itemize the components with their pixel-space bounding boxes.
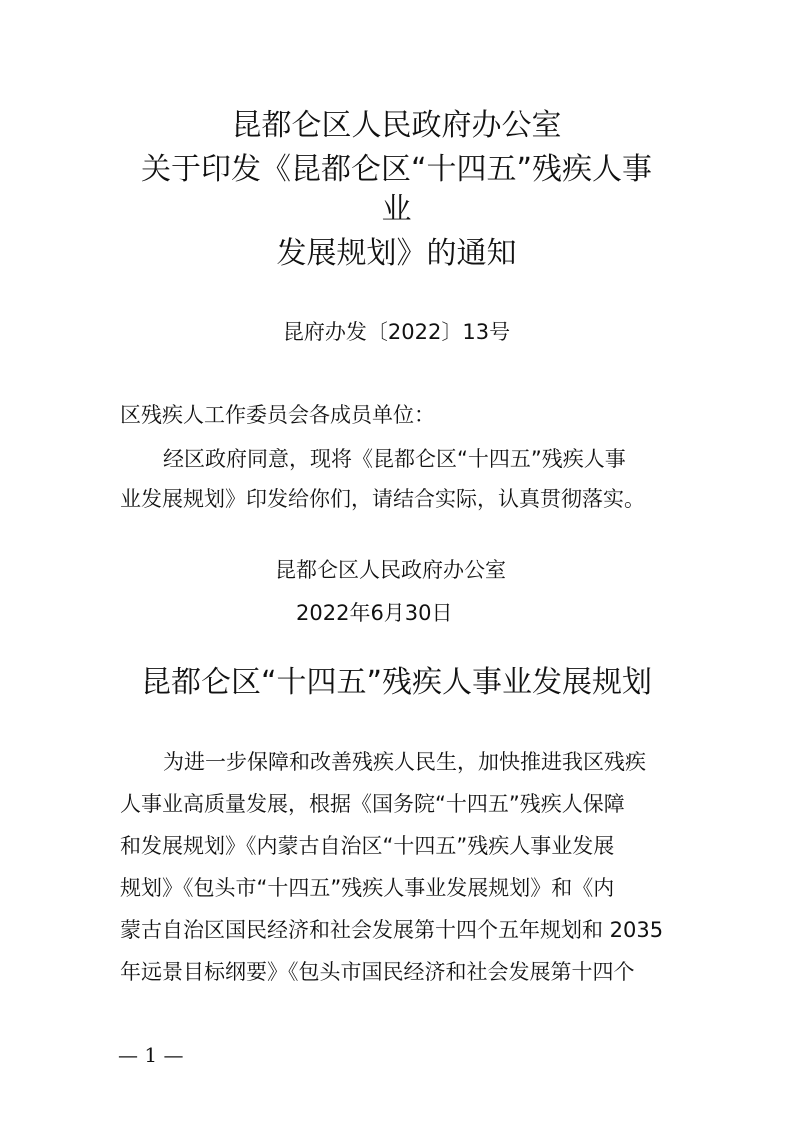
issuer-name: 昆都仑区人民政府办公室	[275, 558, 506, 582]
plan-intro-line-5: 蒙古自治区国民经济和社会发展第十四个五年规划和 2035	[120, 918, 664, 942]
page-number: — 1 —	[118, 1043, 184, 1067]
plan-intro-line-2: 人事业高质量发展，根据《国务院“十四五”残疾人保障	[120, 792, 625, 816]
plan-intro-line-4: 规划》《包头市“十四五”残疾人事业发展规划》和《内	[120, 876, 615, 900]
plan-intro-line-3: 和发展规划》《内蒙古自治区“十四五”残疾人事业发展	[120, 834, 615, 858]
notice-title-line-2: 关于印发《昆都仑区“十四五”残疾人事	[140, 152, 653, 187]
plan-intro-line-1: 为进一步保障和改善残疾人民生，加快推进我区残疾	[163, 750, 646, 774]
notice-body-line-1: 经区政府同意，现将《昆都仑区“十四五”残疾人事	[163, 447, 626, 471]
notice-title-line-3: 业	[381, 192, 412, 227]
recipient-line: 区残疾人工作委员会各成员单位：	[120, 403, 435, 427]
plan-title: 昆都仑区“十四五”残疾人事业发展规划	[140, 665, 653, 700]
notice-title-line-4: 发展规划》的通知	[276, 236, 517, 271]
notice-body-line-2: 业发展规划》印发给你们，请结合实际，认真贯彻落实。	[120, 487, 645, 511]
notice-title-line-1: 昆都仑区人民政府办公室	[231, 108, 562, 143]
issue-date: 2022年6月30日	[296, 601, 453, 625]
document-number: 昆府办发〔2022〕13号	[282, 320, 511, 344]
plan-intro-line-6: 年远景目标纲要》《包头市国民经济和社会发展第十四个	[120, 960, 635, 984]
